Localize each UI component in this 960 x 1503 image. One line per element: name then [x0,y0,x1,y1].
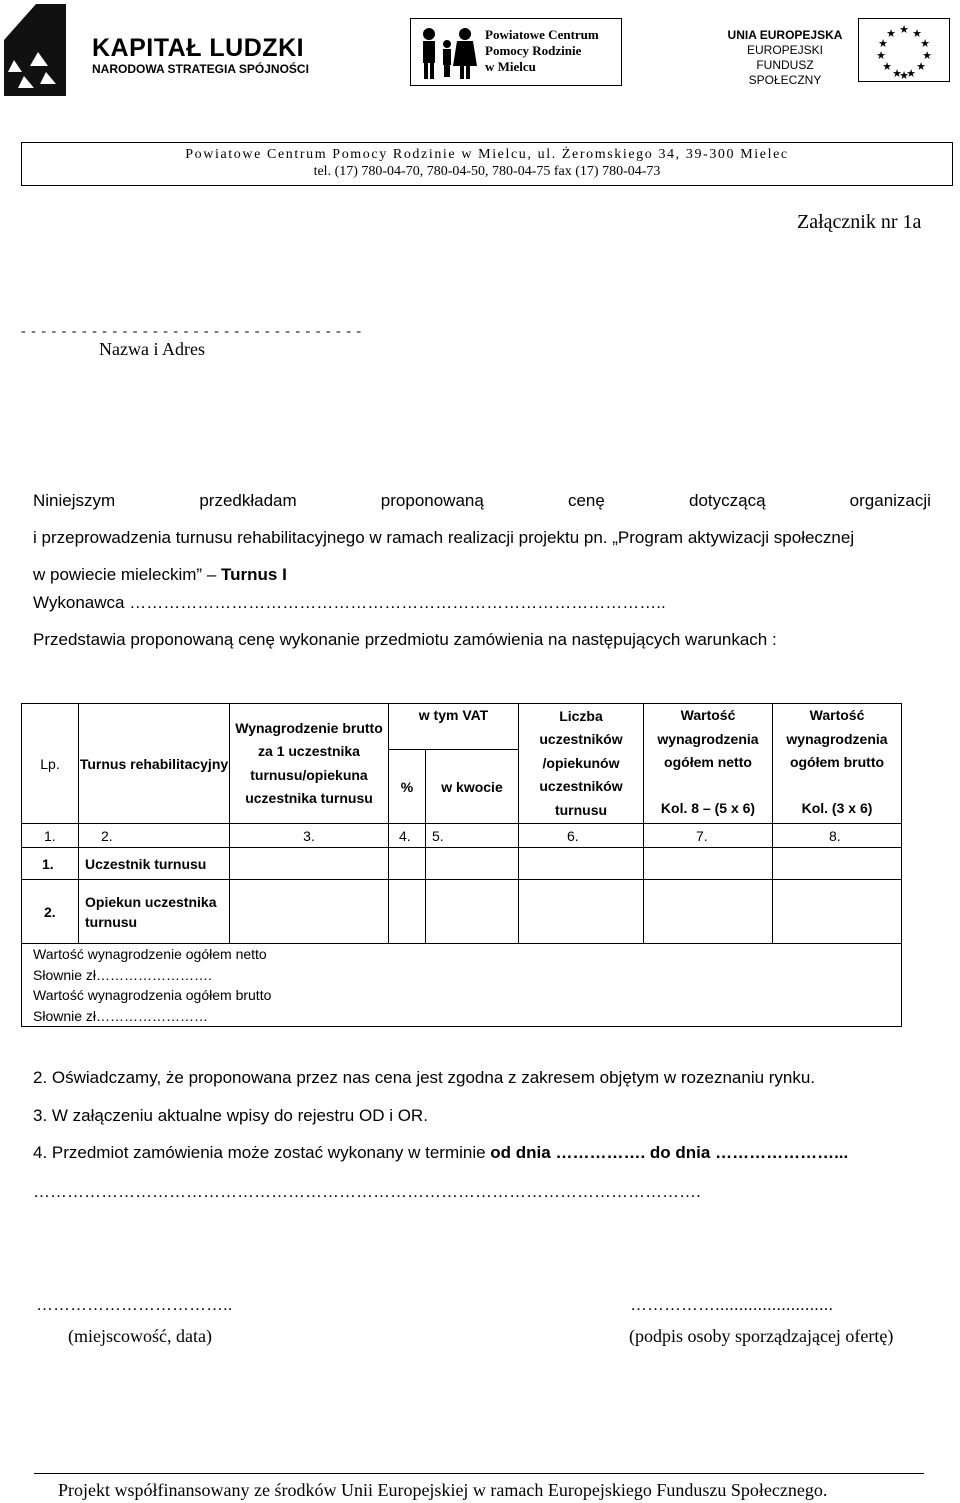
col-number: 4. [389,824,426,848]
place-date-label: (miejscowość, data) [68,1326,212,1346]
intro-word: przedkładam [199,491,297,510]
statement-4-dates: od dnia ……………. do dnia …………………... [490,1143,849,1162]
intro-word: Niniejszym [33,491,116,510]
svg-text:★: ★ [892,67,902,80]
footer-text: Projekt współfinansowany ze środków Unii Europejskiej w ramach Europejskiego Funduszu Społecznego. [58,1480,828,1500]
annex-title: Załącznik nr 1a [797,211,922,233]
svg-text:★: ★ [878,37,888,50]
header-wynagrodzenie: Wynagrodzenie brutto za 1 uczestnika turnusu/opiekuna uczestnika turnusu [230,704,389,824]
table-cell[interactable] [230,880,389,944]
col-number: 7. [644,824,773,848]
row1-label: Uczestnik turnusu [79,848,230,880]
statement-2: 2. Oświadczamy, że proponowana przez nas cena jest zgodna z zakresem objętym w rozeznaniu rynku. [33,1068,816,1087]
svg-text:★: ★ [899,69,909,81]
summary-netto: Wartość wynagrodzenie ogółem netto [33,946,267,962]
kapital-ludzki-subtitle: NARODOWA STRATEGIA SPÓJNOŚCI [92,62,309,76]
svg-text:★: ★ [922,49,932,62]
eu-line-1: UNIA EUROPEJSKA [727,28,843,42]
header-netto-kol: Kol. 8 – (5 x 6) [660,799,756,816]
eu-flag-icon [858,18,950,82]
intro-line-3: w powiecie mieleckim” – [33,565,221,584]
signature-label: (podpis osoby sporządzającej ofertę) [629,1326,894,1346]
name-dash-line: - - - - - - - - - - - - - - - - - - - - - - - - - - - - - - - - - - [21,324,363,339]
table-cell[interactable] [230,848,389,880]
svg-text:★: ★ [886,27,896,40]
table-cell[interactable] [426,880,519,944]
svg-text:★: ★ [882,60,892,73]
pcpr-line-2: Pomocy Rodzinie [485,43,582,58]
header-turnus: Turnus rehabilitacyjny [79,704,230,824]
col-number: 6. [519,824,644,848]
footer-divider [34,1473,924,1474]
header-brutto [773,704,902,824]
table-cell[interactable] [519,880,644,944]
dotted-line: ………………………………………………………………………………………………………. [33,1182,701,1201]
table-row [22,880,902,944]
intro-word: organizacji [849,491,931,510]
contractor-line: Wykonawca ………………………………………………………………………………….. [33,593,666,612]
summary-slownie-2: Słownie zł…………………… [33,1007,209,1024]
header-brutto-text: Wartość wynagrodzenia ogółem brutto [786,707,888,770]
row1-num: 1. [22,848,79,880]
kapital-ludzki-emblem-icon [0,0,80,100]
place-date-dots: …………………………….. [36,1295,233,1314]
table-row [22,848,902,880]
table-cell[interactable] [519,848,644,880]
header-brutto-kol: Kol. (3 x 6) [801,799,873,816]
statement-4-text: 4. Przedmiot zamówienia może zostać wykonany w terminie [33,1143,491,1162]
header-lp: Lp. [22,704,79,824]
table-cell[interactable] [389,880,426,944]
col-number: 5. [426,824,519,848]
presents-line: Przedstawia proponowaną cenę wykonanie przedmiotu zamówienia na następujących warunkach : [33,630,777,649]
svg-text:★: ★ [899,23,909,36]
intro-line-2: i przeprowadzenia turnusu rehabilitacyjnego w ramach realizacji projektu pn. „Program aktywizacji społecznej [33,528,855,547]
summary-slownie-1: Słownie zł……………………. [33,966,212,983]
statement-4 [33,1143,848,1163]
col-number: 3. [230,824,389,848]
address-line-2: tel. (17) 780-04-70, 780-04-50, 780-04-75 fax (17) 780-04-73 [313,164,661,179]
name-address-label: Nazwa i Adres [99,339,205,359]
intro-word: proponowaną [380,491,484,510]
summary-row [22,944,902,1027]
kapital-ludzki-logo [0,0,310,100]
table-cell[interactable] [773,880,902,944]
svg-text:★: ★ [876,49,886,62]
signature-dots: ……………......................... [630,1295,834,1314]
price-table [21,703,902,1027]
table-cell[interactable] [644,848,773,880]
turnus-name: Turnus I [221,565,287,584]
eu-line-3: FUNDUSZ SPOŁECZNY [748,58,822,87]
table-cell[interactable] [426,848,519,880]
svg-text:★: ★ [916,60,926,73]
eu-line-2: EUROPEJSKI [746,43,824,57]
col-number: 2. [79,824,230,848]
svg-text:★: ★ [906,67,916,80]
address-box [21,142,953,186]
header-netto-text: Wartość wynagrodzenia ogółem netto [657,707,759,770]
summary-brutto: Wartość wynagrodzenia ogółem brutto [33,987,272,1003]
header-netto [644,704,773,824]
svg-text:★: ★ [912,27,922,40]
col-number: 1. [22,824,79,848]
address-line-1: Powiatowe Centrum Pomocy Rodzinie w Mielcu, ul. Żeromskiego 34, 39-300 Mielec [185,147,789,162]
table-cell[interactable] [773,848,902,880]
header-kwota: w kwocie [426,750,519,824]
header-vat: w tym VAT [389,704,519,750]
intro-word: dotyczącą [688,491,766,510]
statement-3: 3. W załączeniu aktualne wpisy do rejestru OD i OR. [33,1106,428,1125]
pcpr-line-3: w Mielcu [485,59,536,74]
summary-cell [22,944,902,1027]
table-cell[interactable] [389,848,426,880]
col-number: 8. [773,824,902,848]
table-cell[interactable] [644,880,773,944]
intro-paragraph [33,482,931,593]
header-liczba: Liczba uczestników /opiekunów uczestników turnusu [519,704,644,824]
header-pct: % [389,750,426,824]
eu-logo [720,18,960,87]
family-icon [415,22,479,82]
svg-text:★: ★ [920,37,930,50]
row2-label: Opiekun uczestnika turnusu [79,880,230,944]
kapital-ludzki-title: KAPITAŁ LUDZKI [92,34,305,62]
pcpr-logo [410,18,622,86]
pcpr-line-1: Powiatowe Centrum [485,27,599,42]
row2-num: 2. [22,880,79,944]
intro-word: cenę [567,491,605,510]
